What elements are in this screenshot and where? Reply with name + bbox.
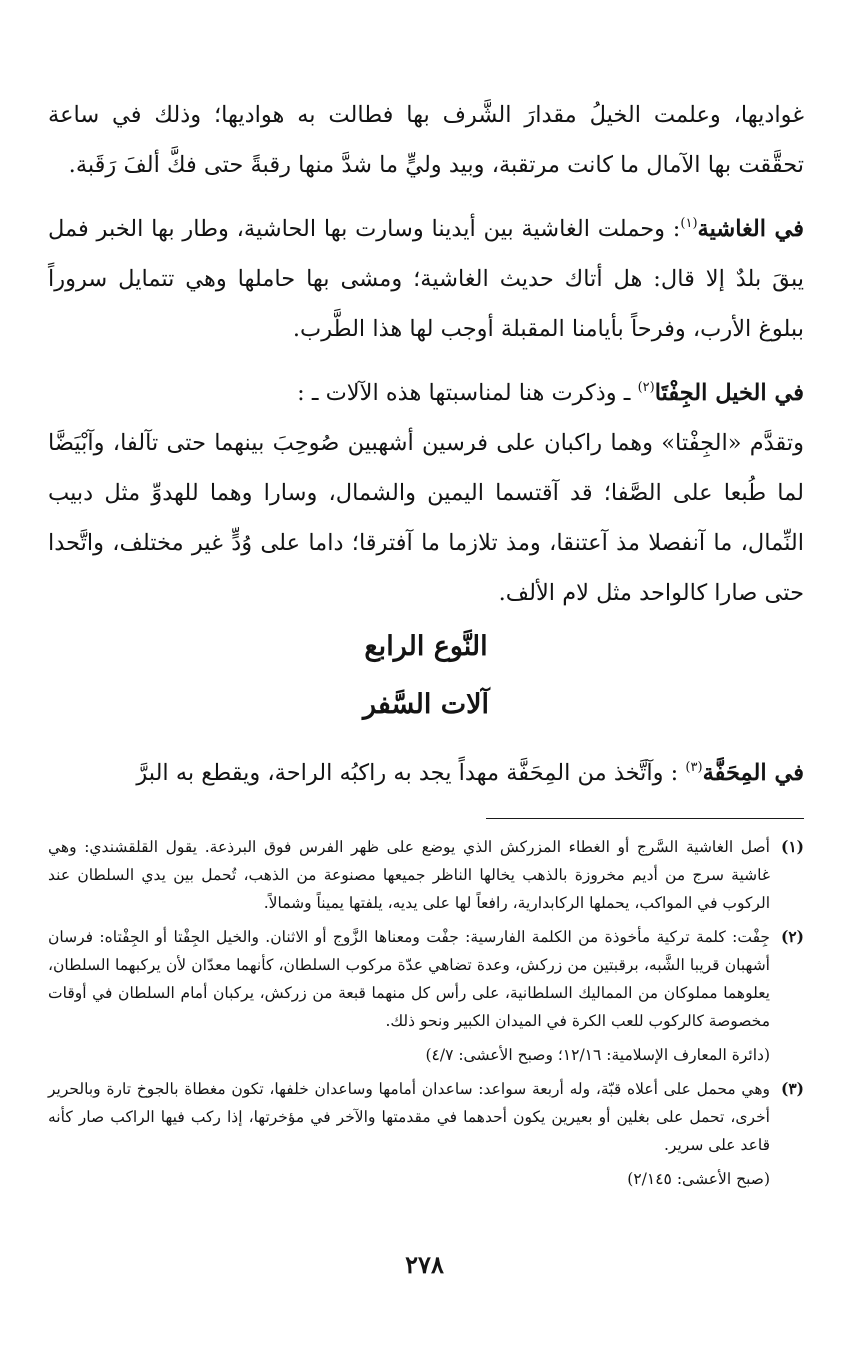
- footnote-text: جِفْت: كلمة تركية مأخوذة من الكلمة الفارسية: جفْت ومعناها الزَّوج أو الاثنان. والخيل الجِفْتا أو الجِفْتاه: فرسان أشهبان قريبا الشَّبه، برقبتين من زركش، وعدة تضاهي عدّة مركوب السلطان، كأنهما معدّان لأن يركبهما السلطان، يعلوهما مملوكان من المماليك السلطانية، على رأس كل منهما قبعة من زركش، يركبان أمام السلطان في أوقات مخصوصة كالركوب للعب الكرة في الميدان الكبير ونحو ذلك.: [48, 928, 770, 1030]
- footnote-number: (٢): [780, 927, 804, 946]
- footnote-marker-2: (٢): [637, 380, 655, 395]
- footnote-divider: [486, 818, 804, 819]
- section-lead-ghashiya: في الغاشية: [697, 216, 804, 242]
- section-lead-mihaffa: في المِحَفَّة: [702, 760, 804, 786]
- footnote-2: [48, 923, 804, 1069]
- section-heading-fourth-kind: النَّوع الرابع: [364, 631, 488, 662]
- paragraph-jifta: وتقدَّم «الجِفْتا» وهما راكبان على فرسين أشهبين صُوحِبَ بينهما حتى تآلفا، وآبْيَضَّا لما طُبعا على الصَّفا؛ قد آقتسما اليمين والشمال، وسارا وهما للهدوِّ مثل دبيب النِّمال، ما آنفصلا مذ آعتنقا، ومذ تلازما ما آفترقا؛ داما على وُدٍّ غير مختلف، واتَّحدا حتى صارا كالواحد مثل لام الألف.: [48, 430, 804, 606]
- paragraph-ghashiya: [48, 204, 804, 354]
- section-heading-travel-tools: آلات السَّفر: [362, 689, 490, 720]
- footnote-1: [48, 833, 804, 917]
- footnote-number: (٣): [780, 1079, 804, 1098]
- footnote-reference: (صبح الأعشى: ٢/١٤٥): [627, 1170, 770, 1188]
- paragraph-mihaffa-text: : وآتَّخذ من المِحَفَّة مهداً يجد به راكبُه الراحة، ويقطع به البرَّ: [136, 760, 686, 786]
- footnote-marker-1: (١): [680, 216, 698, 231]
- footnote-3: [48, 1075, 804, 1193]
- page-number: ٢٧٨: [405, 1250, 444, 1279]
- footnote-reference: (دائرة المعارف الإسلامية: ١٢/١٦؛ وصبح الأعشى: ٤/٧): [425, 1046, 770, 1064]
- footnote-text: وهي محمل على أعلاه قبّة، وله أربعة سواعد: ساعدان أمامها وساعدان خلفها، تكون مغطاة بالجوخ تارة وبالحرير أخرى، تحمل على بغلين أو بعيرين يكون أحدهما في مقدمتها والآخر في مؤخرتها، إذا ركب فيها الراكب صار كأنه قاعد على سرير.: [48, 1080, 770, 1154]
- main-text: [48, 90, 804, 798]
- book-page: [48, 90, 804, 1199]
- paragraph-jifta-intro: [48, 368, 804, 418]
- footnote-marker-3: (٣): [685, 760, 703, 775]
- footnote-text: أصل الغاشية السَّرج أو الغطاء المزركش الذي يوضع على ظهر الفرس فوق البرذعة. يقول القلقشندي: وهي غاشية سرج من أديم مخروزة بالذهب يخالها الناظر جميعها مصنوعة من الذهب، تُحمل بين يدي السلطان عند الركوب في المواكب، يحملها الركابدارية، رافعاً لها على يديه، يلفتها يميناً وشمالاً.: [48, 838, 770, 912]
- paragraph-jifta-intro-text: ـ وذكرت هنا لمناسبتها هذه الآلات ـ :: [297, 380, 638, 406]
- footnotes: [48, 833, 804, 1193]
- section-lead-jifta: في الخيل الجِفْتَا: [654, 380, 804, 406]
- paragraph-1: غواديها، وعلمت الخيلُ مقدارَ الشَّرف بها فطالت به هواديها؛ وذلك في ساعة تحقَّقت بها الآمال ما كانت مرتقبة، وبيد وليٍّ ما شدَّ منها رقبةً حتى فكَّ ألفَ رَقَبة.: [48, 102, 804, 178]
- paragraph-ghashiya-text: : وحملت الغاشية بين أيدينا وسارت بها الحاشية، وطار بها الخبر فمل يبقَ بلدٌ إلا قال: هل أتاك حديث الغاشية؛ ومشى بها حاملها وهي تتمايل سروراً ببلوغ الأرب، وفرحاً بأيامنا المقبلة أوجب لها هذا الطَّرب.: [48, 216, 804, 342]
- footnote-number: (١): [780, 837, 804, 856]
- paragraph-mihaffa: [48, 748, 804, 798]
